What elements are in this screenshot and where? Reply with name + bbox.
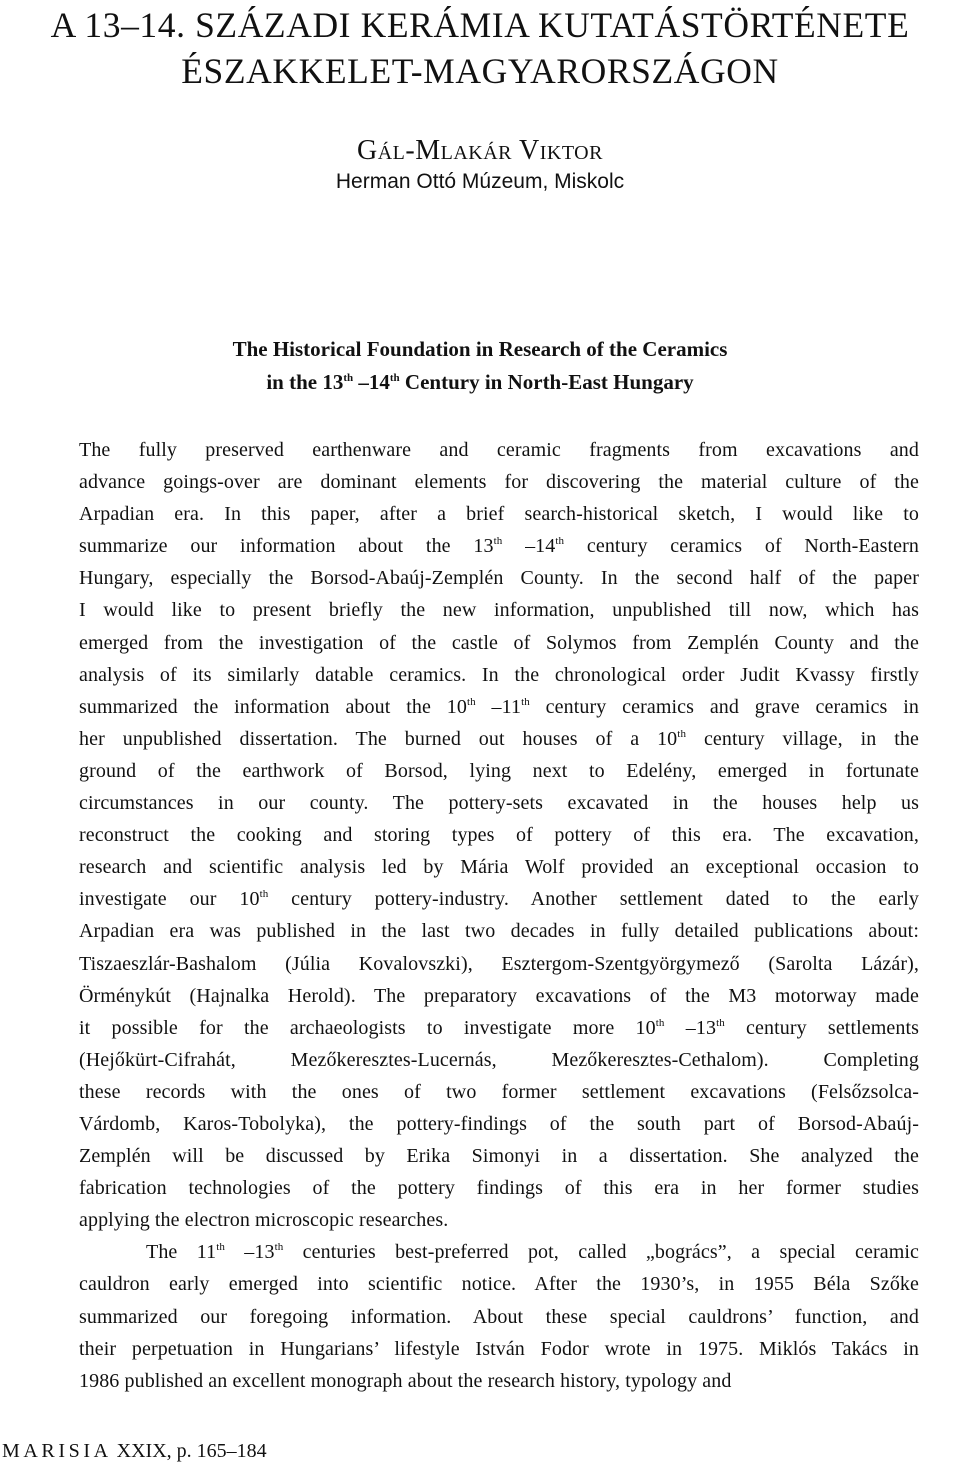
text-run: century ceramics and grave ceramics in <box>529 695 919 718</box>
text-run: 1986 published an excellent monograph about the research history, typology and <box>79 1369 732 1392</box>
text-line <box>79 1301 919 1333</box>
text-run: analysis of its similarly datable ceramics. In the chronological order Judit Kvassy firstly <box>79 663 919 686</box>
text-run: –14 <box>353 370 390 394</box>
text-run: –11 <box>475 695 522 718</box>
journal-citation: XXIX, p. 165–184 <box>116 1440 267 1462</box>
text-run: Tiszaeszlár-Bashalom (Júlia Kovalovszki), Esztergom-Szentgyörgymező (Sarolta Lázár), <box>79 952 919 975</box>
text-line <box>79 1108 919 1140</box>
text-line <box>79 787 919 819</box>
article-title-line-2: ÉSZAKKELET-MAGYARORSZÁGON <box>181 51 779 91</box>
article-title <box>0 2 960 94</box>
text-line <box>79 1172 919 1204</box>
text-run: summarized the information about the 10 <box>79 695 467 718</box>
superscript: th <box>655 1016 665 1029</box>
text-run: –13 <box>224 1241 275 1264</box>
text-line <box>79 1044 919 1076</box>
text-run: century village, in the <box>686 727 919 750</box>
superscript: th <box>677 727 687 740</box>
text-run: summarized our foregoing information. About these special cauldrons’ function, and <box>79 1305 919 1328</box>
text-line <box>79 1012 919 1044</box>
text-line <box>79 498 919 530</box>
text-run: centuries best-preferred pot, called „bogrács”, a special ceramic <box>283 1241 920 1264</box>
text-line <box>79 1333 919 1365</box>
text-run: –13 <box>664 1016 717 1039</box>
text-run: century ceramics of North-Eastern <box>564 535 920 558</box>
text-run: cauldron early emerged into scientific notice. After the 1930’s, in 1955 Béla Szőke <box>79 1273 919 1296</box>
text-line <box>79 1236 919 1268</box>
text-run: emerged from the investigation of the castle of Solymos from Zemplén County and the <box>79 631 919 654</box>
text-run: Zemplén will be discussed by Erika Simonyi in a dissertation. She analyzed the <box>79 1145 919 1168</box>
text-run: Arpadian era was published in the last two decades in fully detailed publications about: <box>79 920 919 943</box>
text-run: Century in North-East Hungary <box>399 370 694 394</box>
text-line <box>79 562 919 594</box>
text-run: their perpetuation in Hungarians’ lifestyle István Fodor wrote in 1975. Miklós Takács in <box>79 1337 919 1360</box>
text-line <box>79 819 919 851</box>
text-run: advance goings-over are dominant elements for discovering the material culture of the <box>79 471 919 494</box>
text-line <box>79 723 919 755</box>
text-run: Örménykút (Hajnalka Herold). The preparatory excavations of the M3 motorway made <box>79 984 919 1007</box>
text-run: (Hejőkürt-Cifrahát, Mezőkeresztes-Lucernás, Mezőkeresztes-Cethalom). Completing <box>79 1048 919 1071</box>
text-run: Hungary, especially the Borsod-Abaúj-Zemplén County. In the second half of the paper <box>79 567 919 590</box>
text-line <box>79 980 919 1012</box>
text-run: investigate our 10 <box>79 888 260 911</box>
abstract-body <box>79 434 919 1397</box>
english-title-line-1: The Historical Foundation in Research of the Ceramics <box>232 337 728 361</box>
author-name: Gál-Mlakár Viktor <box>357 135 603 166</box>
text-run: ground of the earthwork of Borsod, lying next to Edelény, emerged in fortunate <box>79 759 919 782</box>
text-line <box>79 948 919 980</box>
text-line <box>79 627 919 659</box>
text-line <box>79 434 919 466</box>
text-run: Arpadian era. In this paper, after a brief search-historical sketch, I would like to <box>79 503 919 526</box>
text-run: circumstances in our county. The pottery-sets excavated in the houses help us <box>79 792 919 815</box>
text-line <box>79 851 919 883</box>
text-run: these records with the ones of two former settlement excavations (Felsőzsolca- <box>79 1080 919 1103</box>
text-run: century pottery-industry. Another settlement dated to the early <box>268 888 919 911</box>
text-line <box>79 883 919 915</box>
text-run: in the 13 <box>266 370 344 394</box>
text-line <box>79 1365 919 1397</box>
superscript: th <box>259 888 269 901</box>
superscript: th <box>466 695 476 708</box>
text-line <box>79 1140 919 1172</box>
superscript: th <box>521 695 530 708</box>
superscript: th <box>389 372 400 384</box>
text-run: –14 <box>502 535 556 558</box>
text-line <box>79 530 919 562</box>
text-run: fabrication technologies of the pottery findings of this era in her former studies <box>79 1177 919 1200</box>
superscript: th <box>493 535 503 548</box>
text-run: applying the electron microscopic researches. <box>79 1209 449 1232</box>
text-line <box>79 466 919 498</box>
text-line <box>79 659 919 691</box>
english-title-line-2 <box>0 366 960 399</box>
journal-name: MARISIA <box>2 1440 112 1462</box>
text-run: research and scientific analysis led by Mária Wolf provided an exceptional occasion to <box>79 856 919 879</box>
text-run: Várdomb, Karos-Tobolyka), the pottery-findings of the south part of Borsod-Abaúj- <box>79 1112 919 1135</box>
text-run: it possible for the archaeologists to investigate more 10 <box>79 1016 656 1039</box>
superscript: th <box>716 1016 725 1029</box>
text-line <box>79 755 919 787</box>
author-affiliation: Herman Ottó Múzeum, Miskolc <box>335 170 625 193</box>
text-run: summarize our information about the 13 <box>79 535 494 558</box>
text-line <box>79 915 919 947</box>
text-line <box>79 1268 919 1300</box>
article-title-line-1: A 13–14. SZÁZADI KERÁMIA KUTATÁSTÖRTÉNETE <box>50 5 910 45</box>
text-run: I would like to present briefly the new information, unpublished till now, which has <box>79 599 919 622</box>
text-run: her unpublished dissertation. The burned out houses of a 10 <box>79 727 678 750</box>
english-title <box>0 333 960 399</box>
text-run: The fully preserved earthenware and ceramic fragments from excavations and <box>79 439 919 461</box>
text-line <box>79 1076 919 1108</box>
superscript: th <box>343 372 354 384</box>
page-footer <box>2 1438 267 1464</box>
superscript: th <box>555 535 565 548</box>
text-line <box>79 1204 919 1236</box>
superscript: th <box>274 1241 284 1254</box>
text-run: The 11 <box>146 1241 217 1264</box>
superscript: th <box>216 1241 225 1254</box>
text-run: reconstruct the cooking and storing types of pottery of this era. The excavation, <box>79 824 919 847</box>
text-line <box>79 691 919 723</box>
text-run: century settlements <box>724 1016 920 1039</box>
text-line <box>79 594 919 626</box>
